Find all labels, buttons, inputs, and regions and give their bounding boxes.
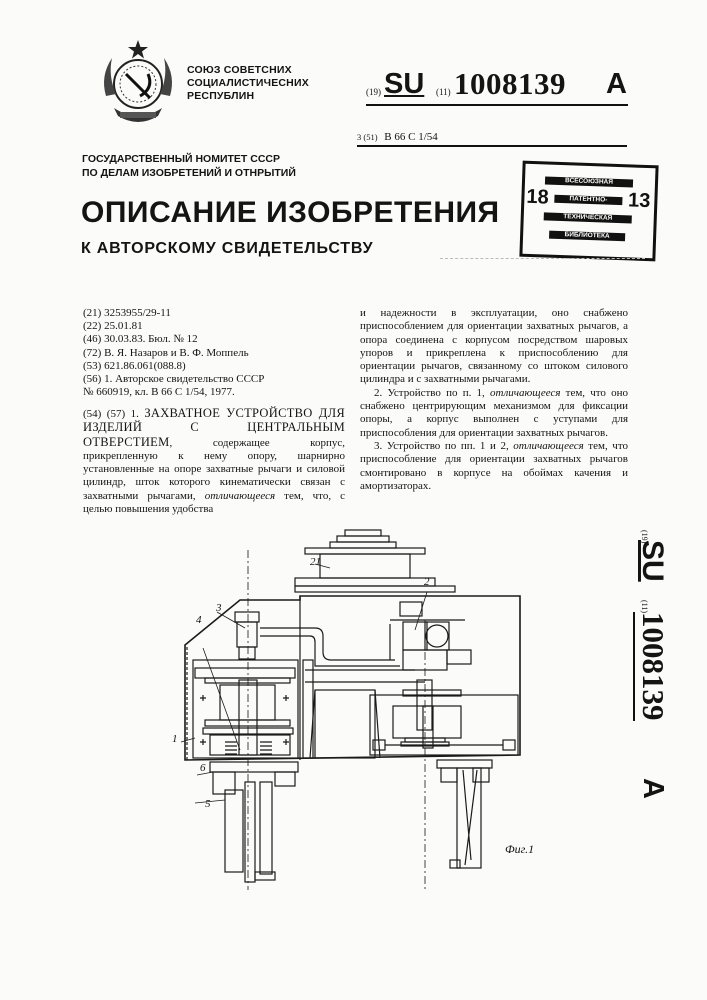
ipc-prefix: 3 (51)	[357, 132, 378, 142]
committee-line: ПО ДЕЛАМ ИЗОБРЕТЕНИЙ И ОТНРЫТИЙ	[82, 167, 296, 179]
claim3-prefix: 3. Устройство по пп. 1 и 2,	[374, 439, 514, 452]
claim1-text: , содержащее корпус, прикрепленную к нему опору, шарнирно установленные на опоре захватные рычаги и силовой цилиндр, шток которого кинематически связан с захватными рычагами,	[83, 436, 345, 502]
claim3-italic: отличающееся	[513, 439, 584, 452]
country-code: SU	[384, 68, 425, 100]
label-21: 21	[310, 556, 321, 568]
claims-right-column	[360, 307, 628, 493]
document-title: ОПИСАНИЕ ИЗОБРЕТЕНИЯ	[81, 196, 500, 229]
document-subtitle: К АВТОРСКОМУ СВИДЕТЕЛЬСТВУ	[81, 240, 374, 257]
stamp-line: ТЕХНИЧЕСКАЯ	[544, 212, 632, 223]
ipc-value: B 66 C 1/54	[384, 131, 438, 143]
figure-caption: Фиг.1	[505, 842, 535, 856]
technical-drawing	[165, 520, 535, 890]
ipc-classification	[357, 131, 627, 147]
publication-number	[366, 68, 628, 106]
biblio-references: (56) 1. Авторское свидетельство СССР	[83, 373, 265, 386]
side-code-11: (11)	[640, 600, 649, 614]
label-5: 5	[205, 798, 211, 810]
patent-number: 1008139	[454, 66, 566, 101]
biblio-filing-date: (22) 25.01.81	[83, 320, 143, 333]
biblio-publication-date: (46) 30.03.83. Бюл. № 12	[83, 333, 198, 346]
side-publication-number	[627, 530, 677, 810]
kind-code: A	[606, 68, 627, 100]
stamp-number-left: 18	[526, 185, 550, 209]
claim1-prefix: (54) (57) 1.	[83, 408, 145, 420]
label-6: 6	[200, 762, 206, 774]
claim2-prefix: 2. Устройство по п. 1,	[374, 386, 490, 399]
ussr-emblem-icon	[92, 36, 184, 128]
claim1-text-end: тем, что, с целью повышения удобства	[83, 489, 345, 516]
biblio-inventors: (72) В. Я. Назаров и В. Ф. Моппель	[83, 346, 249, 359]
divider	[440, 258, 645, 259]
side-country-code: SU	[636, 540, 669, 582]
claim2-italic: отличающееся	[490, 386, 561, 399]
claim1-italic: отличающееся	[204, 489, 276, 502]
stamp-line: ВСЕСОЮЗНАЯ	[545, 176, 633, 187]
bibliographic-data	[83, 307, 264, 399]
claim1-title: ЗАХВАТНОЕ УСТРОЙСТВО ДЛЯ ИЗДЕЛИЙ С ЦЕНТРАЛЬНЫМ ОТВЕРСТИЕМ	[83, 406, 346, 449]
stamp-line: БИБЛИОТЕКА	[549, 231, 625, 242]
stamp-line: ПАТЕНТНО-	[554, 195, 622, 205]
union-name	[187, 64, 309, 103]
library-stamp	[519, 161, 658, 262]
committee-line: ГОСУДАРСТВЕННЫЙ НОМИТЕТ СССР	[82, 153, 281, 165]
claim-3	[360, 440, 628, 493]
label-3: 3	[216, 602, 222, 614]
side-patent-number: 1008139	[633, 612, 671, 721]
union-line: СОЮЗ СОВЕТСНИХ	[187, 64, 292, 76]
biblio-application-number: (21) 3253955/29-11	[83, 307, 171, 319]
claim2-text: тем, что оно снабжено центрирующим механизмом для фиксации опоры, а корпус выполнен с уступами для приспособления для ориентации захватных рычагов.	[360, 386, 629, 439]
side-kind-code: A	[637, 778, 669, 799]
claim-2	[360, 387, 628, 440]
claims-left-column	[83, 407, 345, 516]
biblio-references-cont: № 660919, кл. В 66 С 1/54, 1977.	[83, 386, 235, 399]
label-2: 2	[424, 576, 430, 588]
label-1: 1	[172, 733, 178, 745]
stamp-number-right: 13	[627, 189, 651, 213]
biblio-udc: (53) 621.86.061(088.8)	[83, 359, 186, 372]
code-11: (11)	[436, 87, 451, 97]
label-4: 4	[196, 614, 202, 626]
side-code-19: (19)	[640, 530, 649, 544]
committee-name	[82, 152, 296, 180]
claim1-continuation: и надежности в эксплуатации, оно снабжено приспособлением для ориентации захватных рычагов, а опора соединена с корпусом посредством шаровых упоров и прикреплена к приспособлению для ориентации рычагов, связанному со штоком силового цилиндра и с захватными рычагами.	[360, 307, 628, 386]
union-line: СОЦИАЛИСТИЧЕСНИХ	[187, 77, 309, 89]
code-19: (19)	[366, 87, 381, 97]
claim3-text: тем, что приспособление для ориентации захватных рычагов смонтировано в корпусе на обоймах качения и амортизаторах.	[360, 439, 628, 492]
union-line: РЕСПУБЛИН	[187, 90, 255, 102]
